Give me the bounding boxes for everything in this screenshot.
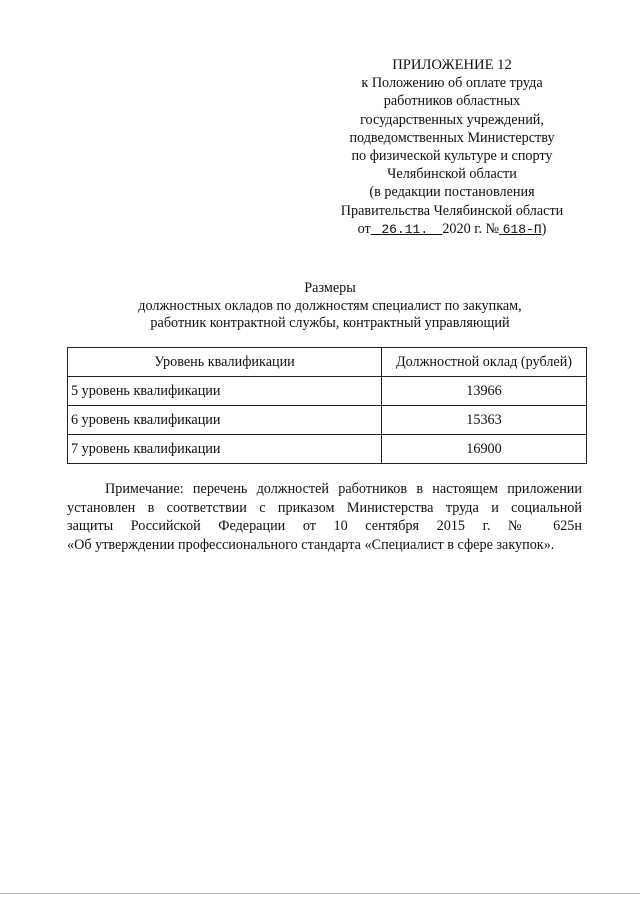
appendix-line: по физической культуре и спорту xyxy=(351,148,553,165)
qualification-level-cell: 6 уровень квалификации xyxy=(68,406,382,435)
note-line: Примечание: перечень должностей работников в настоящем приложении xyxy=(105,481,582,497)
table-row xyxy=(68,435,587,464)
footnote xyxy=(67,480,582,554)
note-line: установлен в соответствии с приказом Министерства труда и социальной xyxy=(67,499,582,516)
table-row xyxy=(68,377,587,406)
appendix-line: подведомственных Министерству xyxy=(349,129,555,146)
document-title xyxy=(60,280,600,333)
appendix-heading: ПРИЛОЖЕНИЕ 12 xyxy=(392,57,512,73)
appendix-line: работников областных xyxy=(383,93,521,110)
appendix-line: государственных учреждений, xyxy=(360,111,544,128)
salary-cell: 15363 xyxy=(382,406,587,435)
note-line: «Об утверждении профессионального стандарта «Специалист в сфере закупок». xyxy=(67,536,555,553)
title-line-2: должностных окладов по должностям специалист по закупкам, xyxy=(138,297,522,314)
closing-paren: ) xyxy=(541,220,547,237)
date-blank-left xyxy=(371,221,382,237)
page-bottom-rule xyxy=(0,893,640,894)
qualification-level-cell: 5 уровень квалификации xyxy=(68,377,382,406)
qualification-level-cell: 7 уровень квалификации xyxy=(68,435,382,464)
note-line: защиты Российской Федерации от 10 сентября 2015 г. № 625н xyxy=(67,518,582,534)
header-qualification-level: Уровень квалификации xyxy=(68,348,382,377)
salary-table xyxy=(67,347,587,464)
appendix-header xyxy=(328,56,576,239)
table-row xyxy=(68,406,587,435)
title-line-3: работник контрактной службы, контрактный управляющий xyxy=(150,315,510,331)
appendix-line: Челябинской области xyxy=(387,166,517,183)
resolution-date: 26.11. xyxy=(381,221,429,237)
date-prefix: от xyxy=(357,220,371,237)
appendix-line: Правительства Челябинской области xyxy=(340,202,564,219)
resolution-number: 618-П xyxy=(502,221,542,237)
salary-cell: 16900 xyxy=(382,435,587,464)
resolution-year: 2020 г. № xyxy=(442,220,500,237)
resolution-date-line xyxy=(328,220,576,239)
title-line-1: Размеры xyxy=(304,280,356,296)
appendix-line: (в редакции постановления xyxy=(369,184,535,201)
date-blank-right xyxy=(428,221,442,237)
appendix-line: к Положению об оплате труда xyxy=(361,75,543,92)
salary-cell: 13966 xyxy=(382,377,587,406)
table-header-row xyxy=(68,348,587,377)
header-salary: Должностной оклад (рублей) xyxy=(382,348,587,377)
